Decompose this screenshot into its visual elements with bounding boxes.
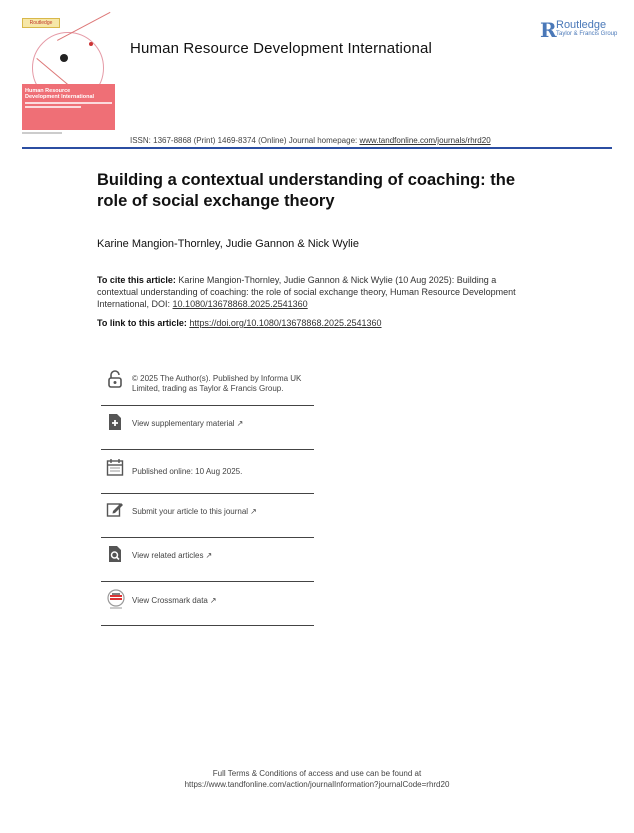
routledge-logo[interactable] (540, 18, 620, 42)
cover-badge: Routledge (22, 18, 60, 28)
published-row (101, 450, 314, 494)
related-articles-link[interactable]: View related articles (132, 551, 204, 560)
related-row[interactable] (101, 538, 314, 582)
external-link-icon: ↗ (250, 507, 257, 516)
open-access-row (101, 368, 314, 406)
journal-title: Human Resource Development International (130, 40, 432, 57)
crossmark-icon (106, 589, 126, 611)
published-date: Published online: 10 Aug 2025. (132, 467, 243, 476)
footer-terms-link[interactable]: https://www.tandfonline.com/action/journalInformation?journalCode=rhrd20 (184, 780, 450, 789)
journal-homepage-link[interactable]: www.tandfonline.com/journals/rhrd20 (359, 136, 491, 145)
search-doc-icon (106, 545, 124, 563)
cover-title-block (22, 84, 115, 130)
calendar-icon (106, 458, 124, 476)
article-authors: Karine Mangion-Thornley, Judie Gannon & Nick Wylie (97, 238, 359, 250)
external-link-icon: ↗ (205, 551, 213, 560)
citation-text: Karine Mangion-Thornley, Judie Gannon & Nick Wylie (10 Aug 2025): Building a contextual understanding of coaching: the role of social exchange theory, Human Resource Development International, DOI: (97, 275, 516, 309)
cover-title-line-2: Development International (25, 94, 95, 100)
header-rule (22, 147, 612, 149)
issn-line (130, 136, 491, 145)
cover-title-line-1: Human Resource (25, 88, 71, 94)
copyright-text: © 2025 The Author(s). Published by Informa UK Limited, trading as Taylor & Francis Group. (132, 374, 302, 393)
journal-cover (22, 18, 115, 133)
publisher-tagline: Taylor & Francis Group (556, 31, 618, 37)
article-info-panel (101, 368, 314, 626)
publisher-name: Routledge (556, 19, 607, 31)
article-link-block (97, 318, 382, 328)
open-access-icon (106, 370, 124, 388)
supplementary-link[interactable]: View supplementary material (132, 419, 235, 428)
footer-line-1: Full Terms & Conditions of access and use can be found at (212, 769, 422, 778)
article-title: Building a contextual understanding of coaching: the role of social exchange theory (97, 171, 516, 210)
external-link-icon: ↗ (236, 419, 244, 428)
link-label: To link to this article: (97, 318, 190, 328)
doi-link[interactable]: 10.1080/13678868.2025.2541360 (172, 299, 308, 309)
submit-row[interactable] (101, 494, 314, 538)
routledge-r-icon: R (540, 18, 557, 42)
edit-icon (106, 500, 124, 518)
external-link-icon: ↗ (209, 596, 217, 605)
citation-block (97, 274, 537, 310)
issn-text: ISSN: 1367-8868 (Print) 1469-8374 (Online) Journal homepage: (130, 136, 360, 145)
citation-label: To cite this article: (97, 275, 176, 285)
supplementary-icon (106, 413, 124, 431)
submit-article-link[interactable]: Submit your article to this journal (132, 507, 249, 516)
crossmark-row[interactable] (101, 582, 314, 626)
supplementary-row[interactable] (101, 406, 314, 450)
terms-footer (0, 768, 634, 790)
crossmark-link[interactable]: View Crossmark data (132, 596, 208, 605)
article-url-link[interactable]: https://doi.org/10.1080/13678868.2025.2541360 (189, 318, 382, 328)
